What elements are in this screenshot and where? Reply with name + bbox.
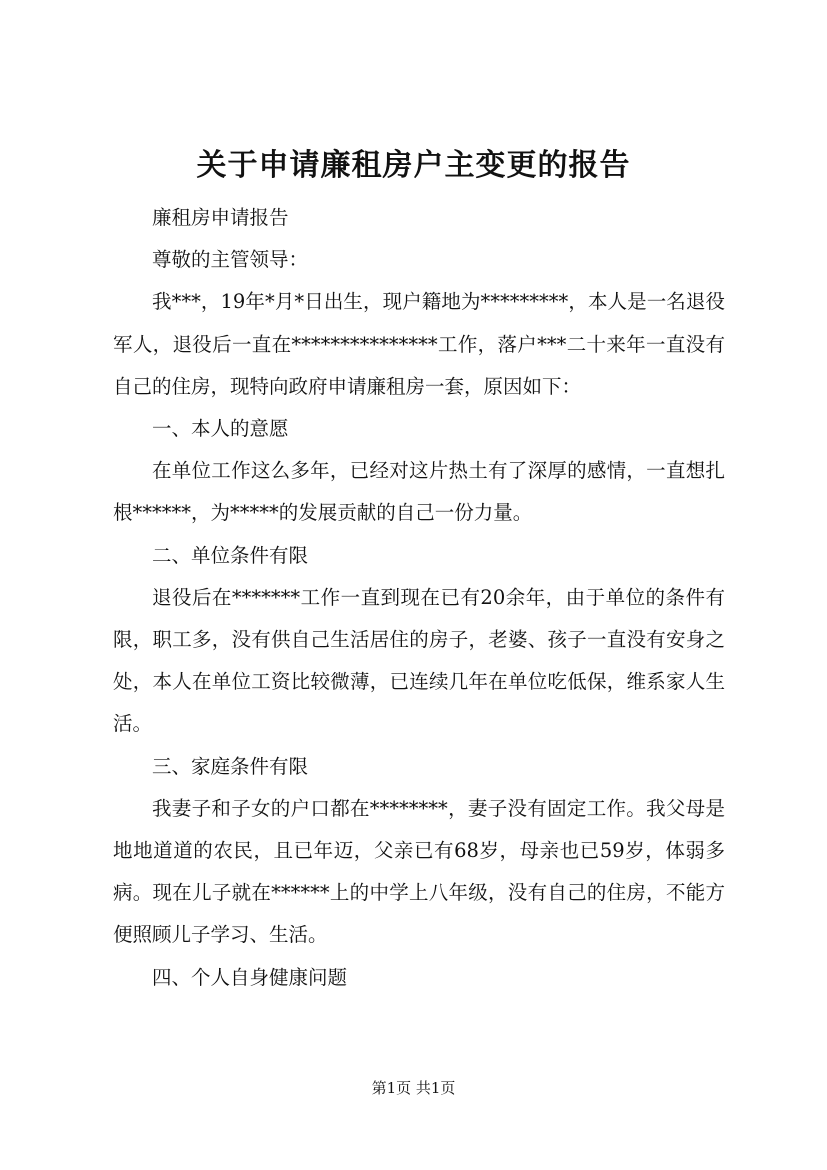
paragraph-heading-report: 廉租房申请报告 [152, 206, 289, 229]
paragraph-section-3: 我妻子和子女的户口都在********，妻子没有固定工作。我父母是地地道道的农民，且已年迈，父亲已有68岁，母亲也已59岁，体弱多病。现在儿子就在******上的中学上八年级，没有自己的住房，不能方便照顾儿子学习、生活。 [113, 796, 725, 947]
paragraph-section-1: 在单位工作这么多年，已经对这片热土有了深厚的感情，一直想扎根******，为*****的发展贡献的自己一份力量。 [113, 459, 725, 525]
page-footer: 第1页 共1页 [371, 1079, 456, 1097]
document-body [113, 197, 725, 999]
document-title: 关于申请廉租房户主变更的报告 [196, 148, 631, 183]
paragraph-section-2: 退役后在*******工作一直到现在已有20余年，由于单位的条件有限，职工多，没有供自己生活居住的房子，老婆、孩子一直没有安身之处，本人在单位工资比较微薄，已连续几年在单位吃低保，维系家人生活。 [113, 585, 725, 736]
section-heading-1: 一、本人的意愿 [152, 417, 289, 441]
section-heading-4: 四、个人自身健康问题 [152, 965, 348, 989]
paragraph-intro: 我***，19年*月*日出生，现户籍地为*********，本人是一名退役军人，退役后一直在***************工作，落户***二十来年一直没有自己的住房，现特向政府申请廉租房一套，原因如下： [113, 290, 725, 398]
section-heading-2: 二、单位条件有限 [152, 543, 309, 567]
paragraph-salutation: 尊敬的主管领导： [152, 248, 309, 272]
section-heading-3: 三、家庭条件有限 [152, 754, 309, 778]
